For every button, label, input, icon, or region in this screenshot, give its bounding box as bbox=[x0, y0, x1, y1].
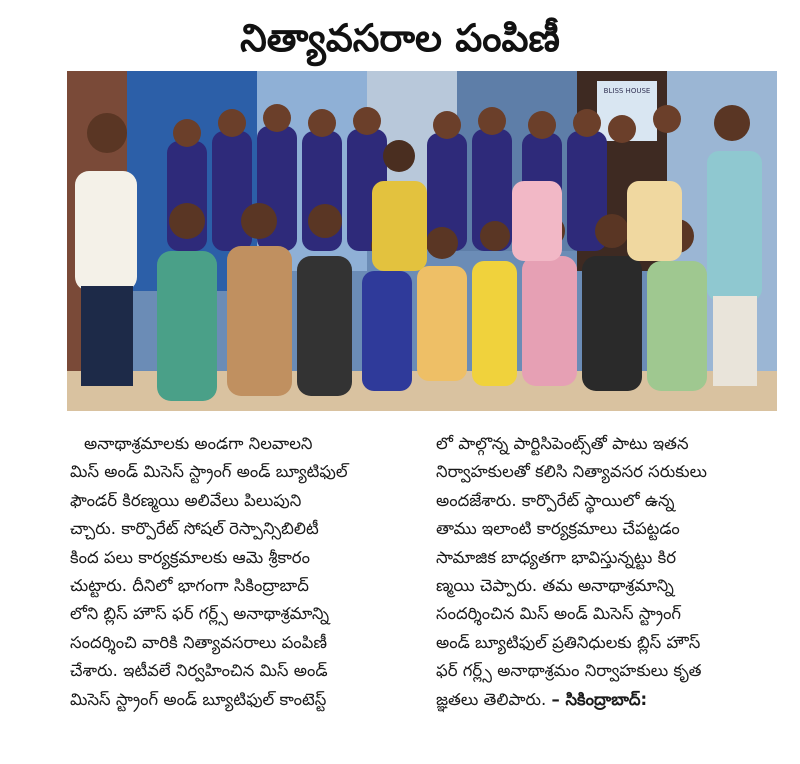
article-line: ఫౌండర్ కిరణ్మయి అలివేలు పిలుపుని bbox=[70, 490, 302, 510]
article-column-right bbox=[436, 430, 782, 714]
article-line: చేశారు. ఇటీవలే నిర్వహించిన మిస్ అండ్ bbox=[70, 661, 328, 681]
article-line: మిస్ అండ్ మిసెస్ స్ట్రాంగ్ అండ్ బ్యూటిఫుల్ bbox=[70, 462, 348, 482]
article-line: అందజేశారు. కార్పొరేట్ స్థాయిలో ఉన్న bbox=[436, 490, 675, 510]
article-line: లో పాల్గొన్న పార్టిసిపెంట్స్‌తో పాటు ఇతన bbox=[436, 434, 689, 453]
article-line: సందర్శించిన మిస్ అండ్ మిసెస్ స్ట్రాంగ్ bbox=[436, 604, 682, 624]
article-line: చ్చారు. కార్పొరేట్ సోషల్ రెస్పాన్సిబిలిటీ bbox=[70, 519, 319, 539]
bliss-house-sign: BLISS HOUSE bbox=[603, 87, 651, 95]
headline: నిత్యావసరాల పంపిణీ bbox=[240, 16, 560, 60]
article-line: సందర్శించి వారికి నిత్యావసరాలు పంపిణీ bbox=[70, 632, 328, 652]
article-line: ణ్మయి చెప్పారు. తమ అనాథాశ్రమాన్ని bbox=[436, 576, 674, 596]
dateline: – సికింద్రాబాద్: bbox=[551, 689, 648, 709]
article-line: సామాజిక బాధ్యతగా భావిస్తున్నట్టు కిర bbox=[436, 547, 677, 567]
article-line: అనాథాశ్రమాలకు అండగా నిలవాలని bbox=[84, 434, 313, 453]
article-line: తాము ఇలాంటి కార్యక్రమాలు చేపట్టడం bbox=[436, 519, 680, 539]
article-line: మిసెస్ స్ట్రాంగ్ అండ్ బ్యూటిఫుల్ కాంటెస్ట్ bbox=[70, 689, 327, 709]
article-line: చుట్టారు. దీనిలో భాగంగా సికింద్రాబాద్ bbox=[70, 576, 309, 596]
article-line: లోని బ్లిస్ హౌస్ ఫర్ గర్ల్స్ అనాథాశ్రమాన్ని bbox=[70, 604, 330, 624]
article-line: నిర్వాహకులతో కలిసి నిత్యావసర సరుకులు bbox=[436, 462, 707, 482]
group-photo bbox=[67, 71, 777, 411]
article-line-text: జ్ఞతలు తెలిపారు. bbox=[436, 689, 552, 709]
article-line-last bbox=[436, 686, 782, 714]
article-column-left bbox=[70, 430, 424, 714]
photo-illustration bbox=[67, 71, 777, 411]
article-line: అండ్ బ్యూటిఫుల్ ప్రతినిధులకు బ్లిస్ హౌస్ bbox=[436, 632, 701, 652]
article-line: ఫర్ గర్ల్స్ అనాథాశ్రమం నిర్వాహకులు కృత bbox=[436, 661, 702, 681]
article-line: కింద పలు కార్యక్రమాలకు ఆమె శ్రీకారం bbox=[70, 547, 310, 567]
